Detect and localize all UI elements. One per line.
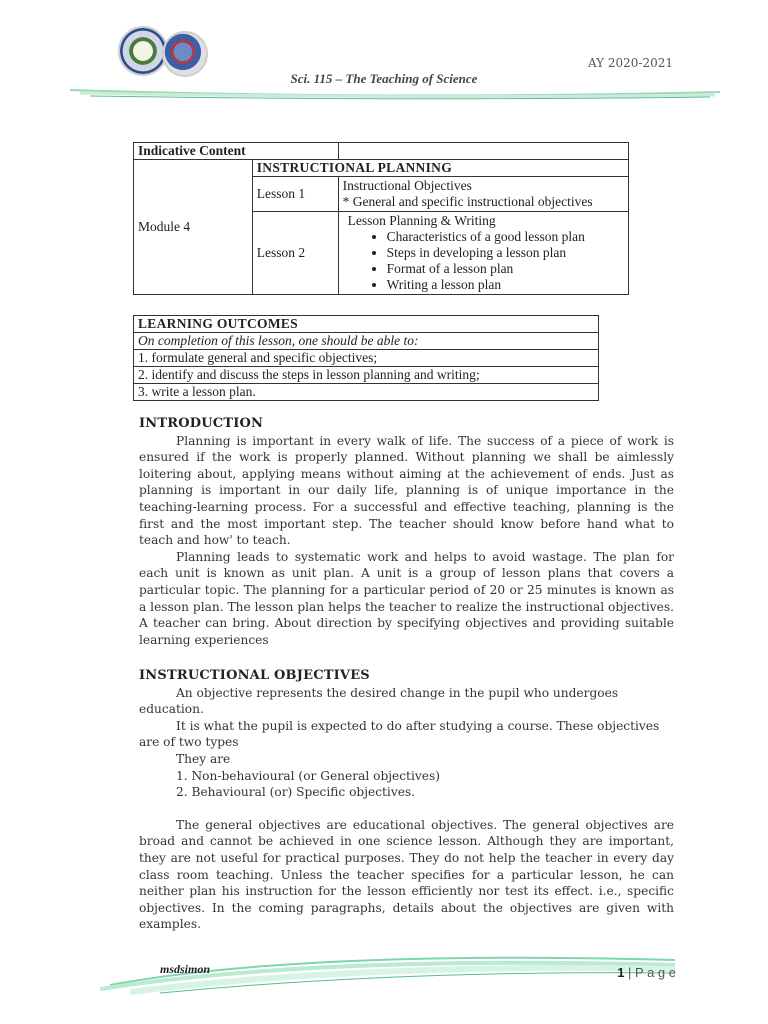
learning-outcomes-subtitle: On completion of this lesson, one should be able to: <box>134 333 599 350</box>
course-title: Sci. 115 – The Teaching of Science <box>290 71 478 86</box>
list-item: • Writing a lesson plan <box>387 277 624 293</box>
empty-header-cell <box>338 143 628 160</box>
objectives-paragraph: An objective represents the desired change in the pupil who undergoes education. <box>139 685 619 717</box>
introduction-paragraph: Planning leads to systematic work and helps to avoid wastage. The plan for each unit is known as unit plan. A unit is a group of lesson plans that covers a particular topic. The planning for a particular period of 20 or 25 minutes is known as a lesson plan. The lesson plan helps the teacher to realize the instructional objectives. A teacher can bring. About direction by specifying objectives and providing suitable learning experiences <box>139 549 674 647</box>
list-item: • Format of a lesson plan <box>387 261 624 277</box>
learning-outcomes-table <box>133 315 599 401</box>
header-swoosh-decoration <box>70 84 720 100</box>
table-row: 2. identify and discuss the steps in lesson planning and writing; <box>134 367 599 384</box>
objective-type-item: 2. Behavioural (or) Specific objectives. <box>176 785 416 800</box>
academic-year: AY 2020-2021 <box>587 56 673 70</box>
module-label: Module 4 <box>134 160 253 295</box>
indicative-content-title: Indicative Content <box>134 143 339 160</box>
page-number-value: 1 <box>617 965 625 980</box>
introduction-section <box>139 416 674 648</box>
lesson-1-content <box>338 177 628 212</box>
introduction-paragraph: Planning is important in every walk of life. The success of a piece of work is ensured if the work is properly planned. Without planning we shall be aimlessly loitering about, applying means without aiming at the achievement of ends. Just as planning is important in our daily life, planning is of unique importance in the teaching-learning process. For a successful and effective teaching, planning is the first and the most important step. The teacher should know before hand what to teach and how' to teach. <box>139 433 674 548</box>
table-row: 3. write a lesson plan. <box>134 384 599 401</box>
table-row: 1. formulate general and specific objectives; <box>134 350 599 367</box>
lesson-2-bullet-list <box>343 229 624 293</box>
lesson-1-line: Instructional Objectives <box>342 178 472 193</box>
header-logos <box>118 26 218 76</box>
list-item: • Characteristics of a good lesson plan <box>387 229 624 245</box>
list-item: • Steps in developing a lesson plan <box>387 245 624 261</box>
instructional-objectives-heading: INSTRUCTIONAL OBJECTIVES <box>139 668 370 683</box>
section-title: INSTRUCTIONAL PLANNING <box>252 160 628 177</box>
lesson-1-label: Lesson 1 <box>252 177 338 212</box>
lesson-2-label: Lesson 2 <box>252 212 338 295</box>
lesson-2-heading: Lesson Planning & Writing <box>347 213 496 228</box>
instructional-objectives-section <box>139 668 674 933</box>
they-are-text: They are <box>176 751 231 766</box>
lesson-2-content <box>338 212 628 295</box>
objectives-paragraph: It is what the pupil is expected to do after studying a course. These objectives are of two types <box>139 718 660 750</box>
university-seal-logo <box>118 26 168 76</box>
page-label: | P a g e <box>628 965 676 980</box>
page-number <box>617 965 676 980</box>
indicative-content-table <box>133 142 629 295</box>
introduction-heading: INTRODUCTION <box>139 416 264 431</box>
objective-type-item: 1. Non-behavioural (or General objectives) <box>176 768 440 783</box>
footer-author: msdsimon <box>160 962 211 976</box>
learning-outcomes-title: LEARNING OUTCOMES <box>134 316 599 333</box>
lesson-1-line: * General and specific instructional objectives <box>342 194 593 209</box>
objectives-paragraph: The general objectives are educational objectives. The general objectives are broad and cannot be achieved in one science lesson. Although they are important, they are not useful for practical purposes. They do not help the teacher in every day class room teaching. Unless the teacher specifies for a particular lesson, he can neither plan his instruction for the lesson efficiently nor test its effect. i.e., specific objectives. In the coming paragraphs, details about the objectives are given with examples. <box>139 817 674 932</box>
